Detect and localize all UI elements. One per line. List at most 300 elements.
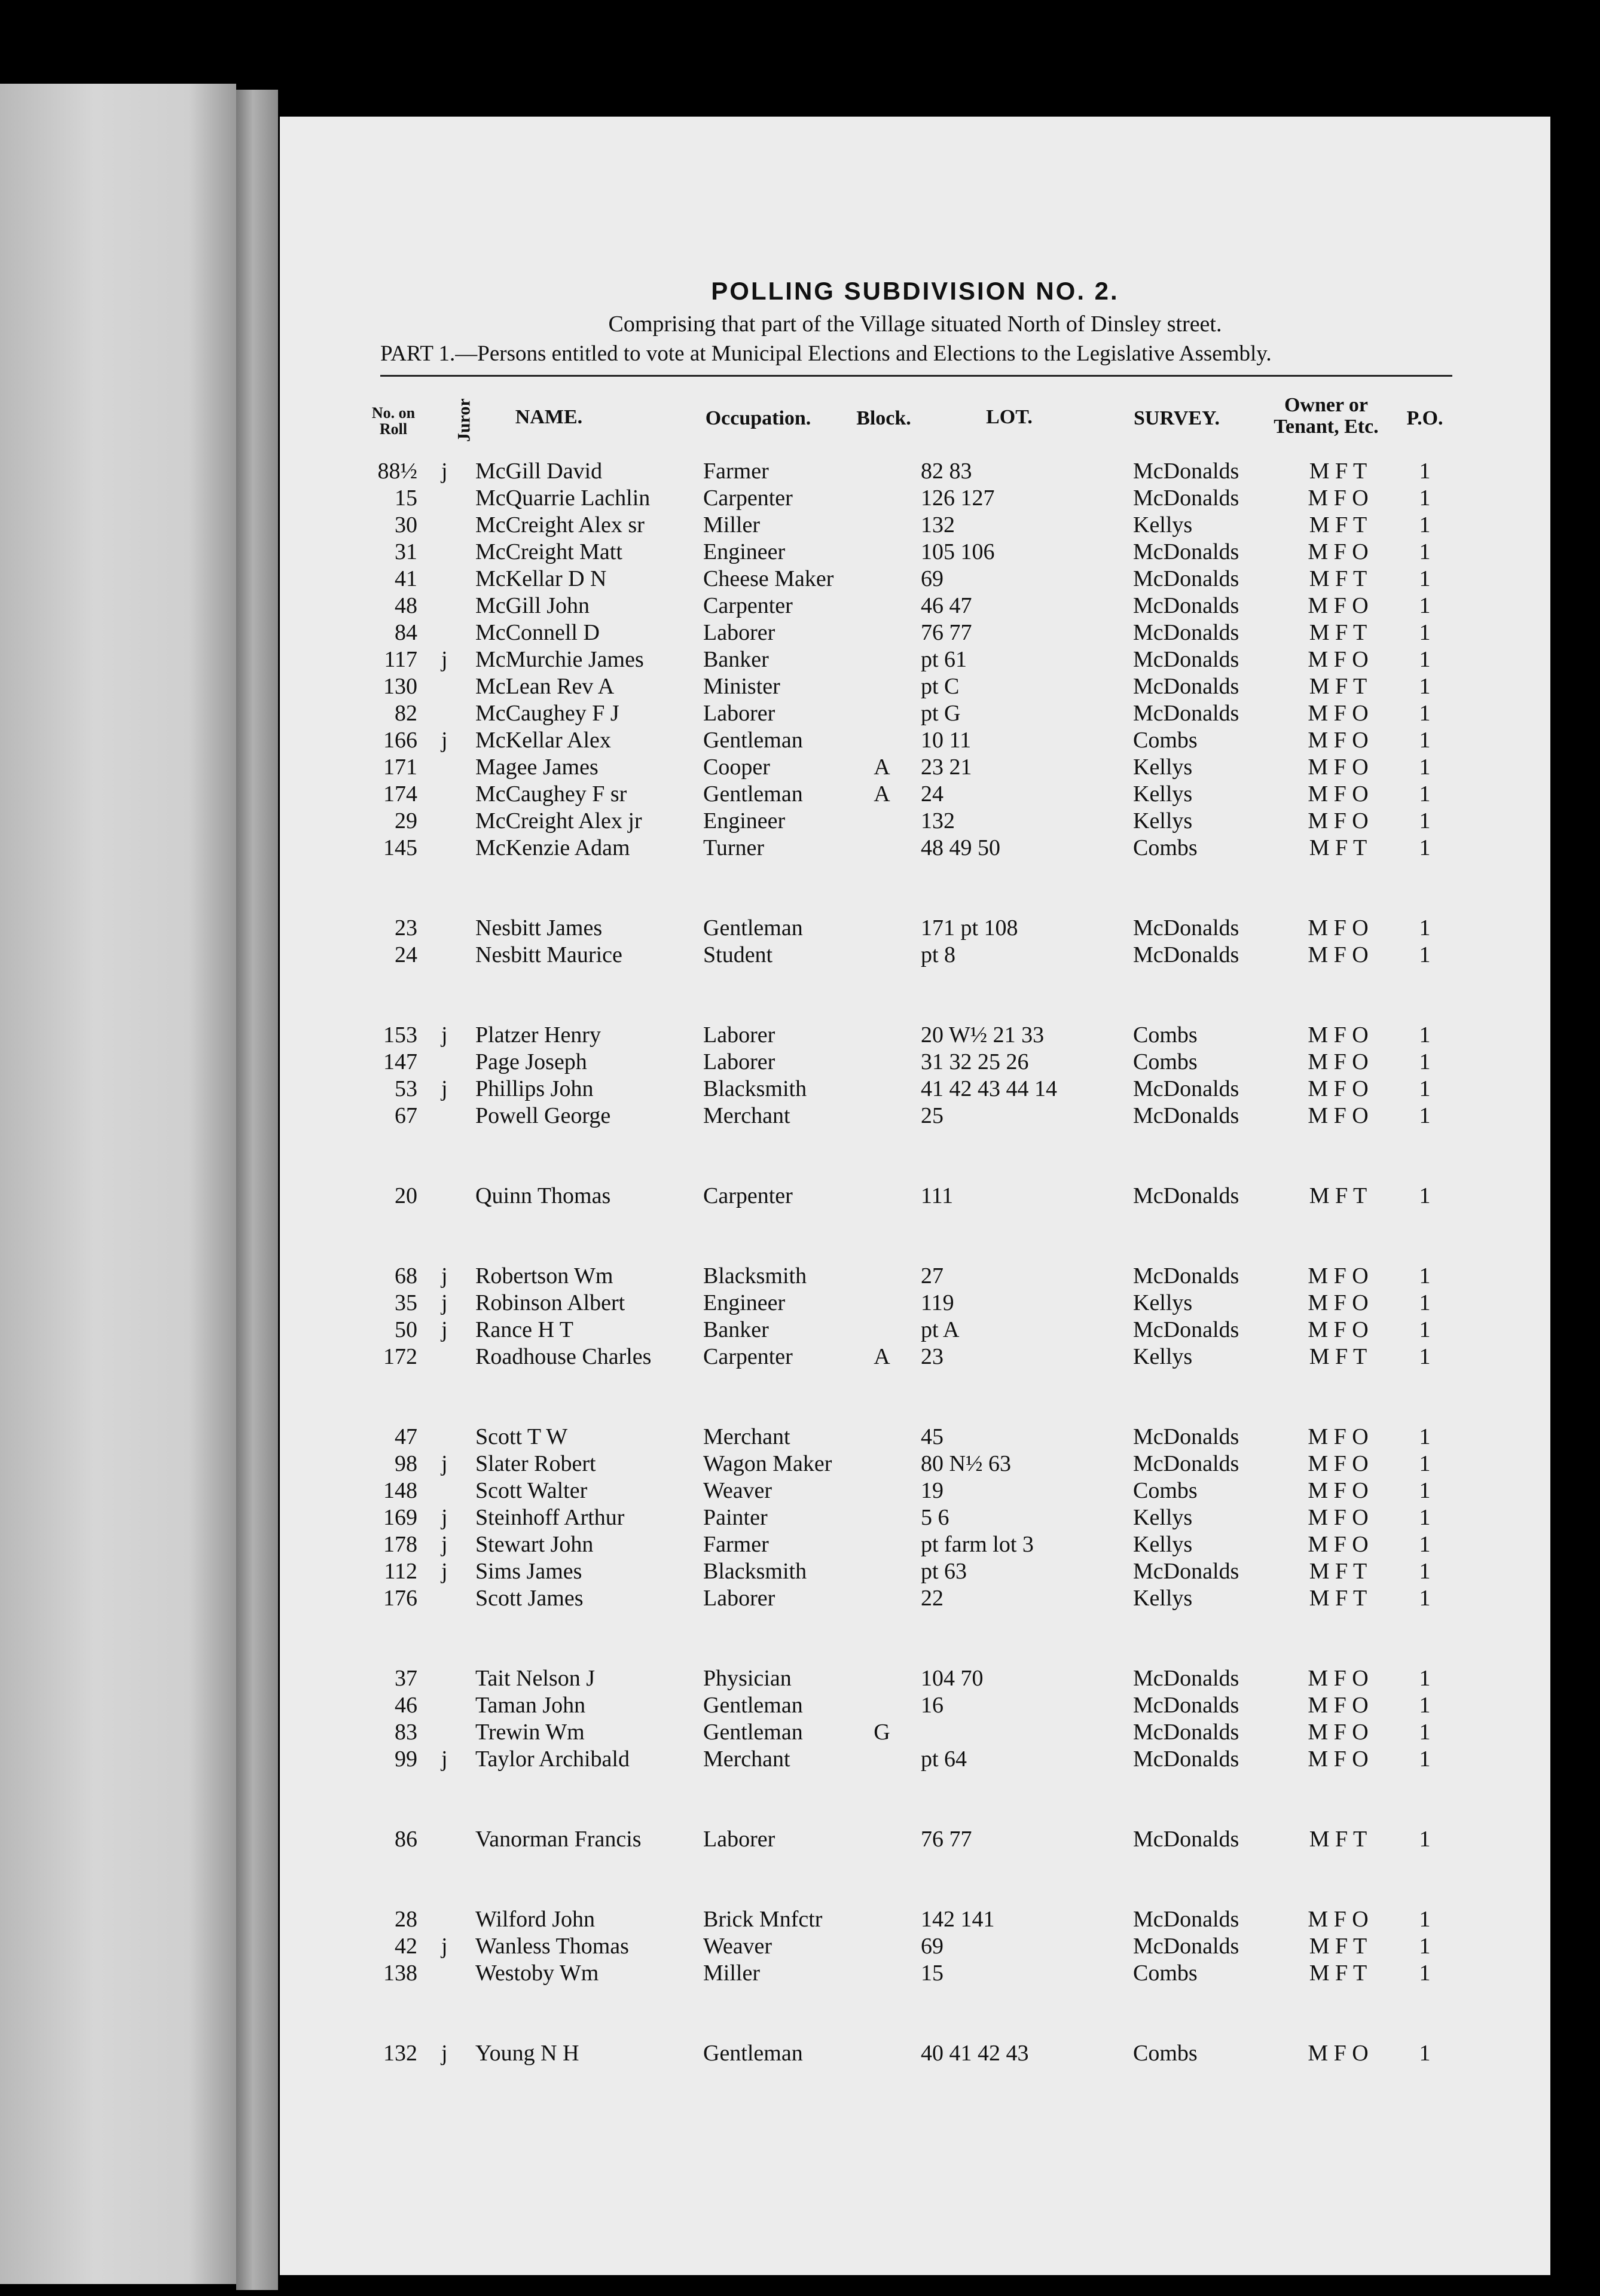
cell-owner: M F O [1308, 1076, 1369, 1101]
cell-survey: McDonalds [1133, 942, 1239, 967]
cell-occupation: Banker [703, 647, 769, 672]
cell-owner: M F O [1308, 1049, 1369, 1074]
cell-occupation: Gentleman [703, 2041, 803, 2066]
cell-po: 1 [1419, 1505, 1431, 1530]
cell-name: Roadhouse Charles [475, 1344, 652, 1369]
table-row [280, 619, 1550, 646]
cell-juror: j [441, 1747, 448, 1772]
facing-page-edge [0, 84, 236, 2284]
cell-occupation: Carpenter [703, 1344, 793, 1369]
table-row [280, 1424, 1550, 1450]
part-heading: PART 1.—Persons entitled to vote at Municipal Elections and Elections to the Legislative Assembly. [380, 341, 1272, 366]
cell-owner: M F O [1308, 1693, 1369, 1718]
cell-roll: 148 [383, 1478, 417, 1503]
cell-occupation: Carpenter [703, 486, 793, 511]
cell-survey: Combs [1133, 2041, 1198, 2066]
cell-name: Robertson Wm [475, 1263, 613, 1289]
cell-survey: McDonalds [1133, 1666, 1239, 1691]
table-row [280, 1826, 1550, 1852]
table-row [280, 781, 1550, 807]
cell-occupation: Engineer [703, 539, 786, 564]
cell-occupation: Weaver [703, 1934, 772, 1959]
cell-roll: 31 [395, 539, 417, 564]
cell-occupation: Painter [703, 1505, 768, 1530]
cell-owner: M F O [1308, 1666, 1369, 1691]
cell-po: 1 [1419, 1532, 1431, 1557]
cell-roll: 99 [395, 1747, 417, 1772]
cell-name: Tait Nelson J [475, 1666, 595, 1691]
cell-block: A [874, 781, 890, 807]
cell-roll: 169 [383, 1505, 417, 1530]
table-row [280, 942, 1550, 968]
cell-lot: 48 49 50 [921, 835, 1000, 860]
cell-po: 1 [1419, 1049, 1431, 1074]
cell-po: 1 [1419, 1720, 1431, 1745]
cell-survey: McDonalds [1133, 1827, 1239, 1852]
cell-name: Scott Walter [475, 1478, 588, 1503]
cell-juror: j [441, 1532, 448, 1557]
cell-lot: pt 8 [921, 942, 956, 967]
cell-occupation: Laborer [703, 1022, 775, 1048]
cell-lot: 76 77 [921, 1827, 972, 1852]
table-row [280, 566, 1550, 592]
cell-juror: j [441, 1263, 448, 1289]
cell-roll: 42 [395, 1934, 417, 1959]
cell-juror: j [441, 2041, 448, 2066]
cell-owner: M F O [1308, 1451, 1369, 1476]
cell-survey: Combs [1133, 835, 1198, 860]
cell-occupation: Laborer [703, 620, 775, 645]
cell-owner: M F O [1308, 1532, 1369, 1557]
cell-juror: j [441, 459, 448, 484]
cell-survey: McDonalds [1133, 915, 1239, 941]
cell-owner: M F T [1309, 1934, 1367, 1959]
cell-name: Magee James [475, 755, 599, 780]
cell-occupation: Blacksmith [703, 1076, 807, 1101]
col-header-lot: LOT. [986, 406, 1033, 428]
table-row [280, 1076, 1550, 1102]
cell-juror: j [441, 1076, 448, 1101]
cell-roll: 82 [395, 701, 417, 726]
cell-po: 1 [1419, 1451, 1431, 1476]
cell-occupation: Student [703, 942, 773, 967]
table-row [280, 1344, 1550, 1370]
cell-name: Powell George [475, 1103, 611, 1128]
cell-name: Phillips John [475, 1076, 594, 1101]
cell-lot: 19 [921, 1478, 943, 1503]
cell-roll: 29 [395, 808, 417, 833]
cell-lot: 105 106 [921, 539, 995, 564]
table-row [280, 915, 1550, 941]
cell-juror: j [441, 1022, 448, 1048]
cell-owner: M F T [1309, 566, 1367, 591]
cell-juror: j [441, 728, 448, 753]
cell-lot: 23 21 [921, 755, 972, 780]
cell-po: 1 [1419, 1344, 1431, 1369]
cell-po: 1 [1419, 1424, 1431, 1449]
cell-po: 1 [1419, 1290, 1431, 1315]
cell-occupation: Physician [703, 1666, 792, 1691]
cell-name: Scott T W [475, 1424, 568, 1449]
cell-name: McCreight Alex sr [475, 512, 645, 538]
cell-lot: 171 pt 108 [921, 915, 1018, 941]
cell-lot: 25 [921, 1103, 943, 1128]
cell-survey: McDonalds [1133, 1693, 1239, 1718]
cell-roll: 83 [395, 1720, 417, 1745]
cell-lot: 24 [921, 781, 943, 807]
table-row [280, 1933, 1550, 1959]
cell-owner: M F T [1309, 835, 1367, 860]
cell-po: 1 [1419, 915, 1431, 941]
cell-po: 1 [1419, 512, 1431, 538]
col-header-po: P.O. [1406, 407, 1443, 429]
table-row [280, 1692, 1550, 1718]
cell-name: McConnell D [475, 620, 600, 645]
cell-name: Trewin Wm [475, 1720, 585, 1745]
cell-survey: McDonalds [1133, 1317, 1239, 1342]
cell-lot: 27 [921, 1263, 943, 1289]
cell-survey: McDonalds [1133, 1720, 1239, 1745]
cell-owner: M F O [1308, 1478, 1369, 1503]
cell-lot: 41 42 43 44 14 [921, 1076, 1057, 1101]
cell-po: 1 [1419, 1934, 1431, 1959]
cell-po: 1 [1419, 701, 1431, 726]
cell-po: 1 [1419, 2041, 1431, 2066]
cell-juror: j [441, 1934, 448, 1959]
cell-name: McLean Rev A [475, 674, 615, 699]
cell-name: Slater Robert [475, 1451, 596, 1476]
cell-lot: 69 [921, 566, 943, 591]
cell-roll: 48 [395, 593, 417, 618]
cell-roll: 171 [383, 755, 417, 780]
cell-name: Taylor Archibald [475, 1747, 630, 1772]
cell-roll: 98 [395, 1451, 417, 1476]
cell-survey: McDonalds [1133, 647, 1239, 672]
cell-po: 1 [1419, 755, 1431, 780]
cell-name: Quinn Thomas [475, 1183, 611, 1208]
cell-lot: pt A [921, 1317, 960, 1342]
cell-owner: M F O [1308, 755, 1369, 780]
table-row [280, 2040, 1550, 2066]
cell-po: 1 [1419, 1827, 1431, 1852]
cell-po: 1 [1419, 1317, 1431, 1342]
table-row [280, 1504, 1550, 1531]
table-row [280, 1183, 1550, 1209]
cell-owner: M F O [1308, 2041, 1369, 2066]
cell-po: 1 [1419, 647, 1431, 672]
cell-name: McGill David [475, 459, 603, 484]
cell-owner: M F T [1309, 1827, 1367, 1852]
table-row [280, 512, 1550, 538]
cell-juror: j [441, 1505, 448, 1530]
cell-name: McCaughey F sr [475, 781, 627, 807]
col-header-juror-text: Juror [454, 398, 474, 442]
cell-survey: Kellys [1133, 808, 1193, 833]
cell-roll: 147 [383, 1049, 417, 1074]
cell-lot: 45 [921, 1424, 943, 1449]
col-header-occupation: Occupation. [705, 407, 811, 429]
cell-roll: 28 [395, 1907, 417, 1932]
cell-roll: 166 [383, 728, 417, 753]
cell-name: McKenzie Adam [475, 835, 630, 860]
cell-juror: j [441, 1451, 448, 1476]
table-row [280, 754, 1550, 780]
cell-lot: pt farm lot 3 [921, 1532, 1034, 1557]
cell-owner: M F O [1308, 647, 1369, 672]
table-row [280, 1317, 1550, 1343]
cell-survey: Kellys [1133, 1586, 1193, 1611]
cell-roll: 88½ [377, 459, 417, 484]
cell-name: Page Joseph [475, 1049, 587, 1074]
cell-po: 1 [1419, 566, 1431, 591]
col-header-survey: SURVEY. [1134, 407, 1220, 429]
cell-po: 1 [1419, 835, 1431, 860]
cell-occupation: Engineer [703, 808, 786, 833]
cell-roll: 24 [395, 942, 417, 967]
cell-roll: 130 [383, 674, 417, 699]
cell-occupation: Weaver [703, 1478, 772, 1503]
cell-roll: 41 [395, 566, 417, 591]
cell-po: 1 [1419, 1559, 1431, 1584]
cell-occupation: Gentleman [703, 781, 803, 807]
cell-block: A [874, 1344, 890, 1369]
cell-roll: 67 [395, 1103, 417, 1128]
cell-lot: 80 N½ 63 [921, 1451, 1011, 1476]
table-row [280, 1558, 1550, 1584]
cell-occupation: Farmer [703, 459, 769, 484]
cell-po: 1 [1419, 1103, 1431, 1128]
cell-roll: 50 [395, 1317, 417, 1342]
cell-roll: 15 [395, 486, 417, 511]
cell-name: McGill John [475, 593, 590, 618]
cell-occupation: Gentleman [703, 728, 803, 753]
cell-occupation: Wagon Maker [703, 1451, 832, 1476]
cell-juror: j [441, 647, 448, 672]
cell-po: 1 [1419, 1693, 1431, 1718]
cell-lot: 5 6 [921, 1505, 949, 1530]
cell-owner: M F O [1308, 539, 1369, 564]
cell-roll: 37 [395, 1666, 417, 1691]
cell-roll: 178 [383, 1532, 417, 1557]
cell-name: Wanless Thomas [475, 1934, 629, 1959]
cell-name: McMurchie James [475, 647, 644, 672]
cell-name: Robinson Albert [475, 1290, 625, 1315]
cell-occupation: Brick Mnfctr [703, 1907, 823, 1932]
cell-lot: 82 83 [921, 459, 972, 484]
cell-lot: 69 [921, 1934, 943, 1959]
table-row [280, 539, 1550, 565]
cell-name: Sims James [475, 1559, 582, 1584]
cell-name: McCreight Matt [475, 539, 622, 564]
cell-owner: M F O [1308, 1317, 1369, 1342]
book-gutter [236, 90, 278, 2290]
register-page [280, 117, 1550, 2275]
cell-lot: 126 127 [921, 486, 995, 511]
table-row [280, 673, 1550, 700]
cell-survey: Kellys [1133, 1290, 1193, 1315]
cell-survey: McDonalds [1133, 1451, 1239, 1476]
cell-po: 1 [1419, 486, 1431, 511]
cell-survey: Kellys [1133, 781, 1193, 807]
cell-owner: M F O [1308, 1720, 1369, 1745]
header-rule [380, 375, 1452, 377]
table-row [280, 1451, 1550, 1477]
cell-owner: M F O [1308, 1907, 1369, 1932]
cell-owner: M F T [1309, 1344, 1367, 1369]
cell-occupation: Farmer [703, 1532, 769, 1557]
cell-occupation: Carpenter [703, 1183, 793, 1208]
cell-name: Rance H T [475, 1317, 573, 1342]
col-header-roll-line1: No. on [371, 404, 416, 422]
cell-roll: 46 [395, 1693, 417, 1718]
table-row [280, 593, 1550, 619]
cell-owner: M F T [1309, 1183, 1367, 1208]
cell-survey: McDonalds [1133, 459, 1239, 484]
cell-owner: M F O [1308, 1022, 1369, 1048]
cell-occupation: Merchant [703, 1424, 790, 1449]
cell-name: McCaughey F J [475, 701, 619, 726]
cell-occupation: Turner [703, 835, 765, 860]
cell-po: 1 [1419, 1961, 1431, 1986]
cell-name: Taman John [475, 1693, 586, 1718]
cell-lot: 132 [921, 512, 955, 538]
cell-lot: 132 [921, 808, 955, 833]
cell-occupation: Merchant [703, 1747, 790, 1772]
col-header-owner-line1: Owner or [1284, 394, 1369, 416]
cell-po: 1 [1419, 1076, 1431, 1101]
table-row [280, 1906, 1550, 1932]
cell-lot: pt G [921, 701, 961, 726]
cell-survey: Kellys [1133, 512, 1193, 538]
cell-owner: M F O [1308, 701, 1369, 726]
cell-roll: 86 [395, 1827, 417, 1852]
cell-survey: Combs [1133, 1022, 1198, 1048]
table-row [280, 1531, 1550, 1558]
cell-po: 1 [1419, 1666, 1431, 1691]
cell-name: McKellar Alex [475, 728, 611, 753]
cell-roll: 132 [383, 2041, 417, 2066]
cell-po: 1 [1419, 781, 1431, 807]
cell-owner: M F T [1309, 512, 1367, 538]
cell-occupation: Laborer [703, 1049, 775, 1074]
cell-po: 1 [1419, 1907, 1431, 1932]
cell-survey: McDonalds [1133, 566, 1239, 591]
cell-lot: 119 [921, 1290, 954, 1315]
cell-occupation: Gentleman [703, 1693, 803, 1718]
cell-owner: M F O [1308, 1290, 1369, 1315]
cell-roll: 20 [395, 1183, 417, 1208]
cell-name: Platzer Henry [475, 1022, 601, 1048]
cell-occupation: Engineer [703, 1290, 786, 1315]
table-row [280, 835, 1550, 861]
cell-po: 1 [1419, 674, 1431, 699]
cell-owner: M F T [1309, 1586, 1367, 1611]
table-row [280, 1049, 1550, 1075]
cell-owner: M F O [1308, 1103, 1369, 1128]
cell-owner: M F T [1309, 1559, 1367, 1584]
cell-occupation: Laborer [703, 701, 775, 726]
cell-po: 1 [1419, 1183, 1431, 1208]
cell-roll: 35 [395, 1290, 417, 1315]
cell-survey: McDonalds [1133, 1907, 1239, 1932]
cell-occupation: Banker [703, 1317, 769, 1342]
cell-roll: 174 [383, 781, 417, 807]
cell-name: McKellar D N [475, 566, 607, 591]
cell-roll: 53 [395, 1076, 417, 1101]
cell-occupation: Blacksmith [703, 1263, 807, 1289]
cell-roll: 47 [395, 1424, 417, 1449]
cell-po: 1 [1419, 620, 1431, 645]
cell-name: Scott James [475, 1586, 584, 1611]
cell-survey: McDonalds [1133, 1076, 1239, 1101]
cell-juror: j [441, 1317, 448, 1342]
cell-lot: 15 [921, 1961, 943, 1986]
table-row [280, 727, 1550, 753]
cell-lot: 111 [921, 1183, 954, 1208]
cell-lot: 142 141 [921, 1907, 995, 1932]
cell-occupation: Minister [703, 674, 780, 699]
cell-occupation: Cooper [703, 755, 770, 780]
table-row [280, 458, 1550, 484]
cell-name: Young N H [475, 2041, 579, 2066]
cell-lot: 31 32 25 26 [921, 1049, 1029, 1074]
table-row [280, 1746, 1550, 1772]
cell-lot: 46 47 [921, 593, 972, 618]
cell-po: 1 [1419, 808, 1431, 833]
cell-name: Wilford John [475, 1907, 596, 1932]
cell-roll: 176 [383, 1586, 417, 1611]
cell-roll: 112 [384, 1559, 417, 1584]
table-row [280, 808, 1550, 834]
cell-owner: M F T [1309, 1961, 1367, 1986]
cell-survey: Combs [1133, 1961, 1198, 1986]
cell-po: 1 [1419, 1586, 1431, 1611]
cell-name: McCreight Alex jr [475, 808, 642, 833]
cell-survey: McDonalds [1133, 1559, 1239, 1584]
cell-po: 1 [1419, 1022, 1431, 1048]
cell-survey: Combs [1133, 1049, 1198, 1074]
cell-owner: M F O [1308, 1747, 1369, 1772]
cell-survey: McDonalds [1133, 539, 1239, 564]
cell-occupation: Blacksmith [703, 1559, 807, 1584]
table-row [280, 1022, 1550, 1048]
cell-name: McQuarrie Lachlin [475, 486, 651, 511]
cell-lot: pt 61 [921, 647, 967, 672]
table-row [280, 1719, 1550, 1745]
cell-survey: McDonalds [1133, 1934, 1239, 1959]
cell-owner: M F T [1309, 674, 1367, 699]
cell-lot: 23 [921, 1344, 943, 1369]
cell-lot: pt 63 [921, 1559, 967, 1584]
cell-occupation: Laborer [703, 1827, 775, 1852]
cell-po: 1 [1419, 1263, 1431, 1289]
table-row [280, 1103, 1550, 1129]
cell-lot: 104 70 [921, 1666, 984, 1691]
cell-survey: McDonalds [1133, 701, 1239, 726]
cell-lot: 16 [921, 1693, 943, 1718]
cell-owner: M F O [1308, 486, 1369, 511]
cell-roll: 68 [395, 1263, 417, 1289]
cell-roll: 84 [395, 620, 417, 645]
table-row [280, 646, 1550, 673]
cell-name: Westoby Wm [475, 1961, 599, 1986]
cell-block: A [874, 755, 890, 780]
cell-occupation: Cheese Maker [703, 566, 834, 591]
cell-po: 1 [1419, 728, 1431, 753]
cell-survey: Kellys [1133, 1532, 1193, 1557]
table-row [280, 1585, 1550, 1611]
table-row [280, 1665, 1550, 1692]
